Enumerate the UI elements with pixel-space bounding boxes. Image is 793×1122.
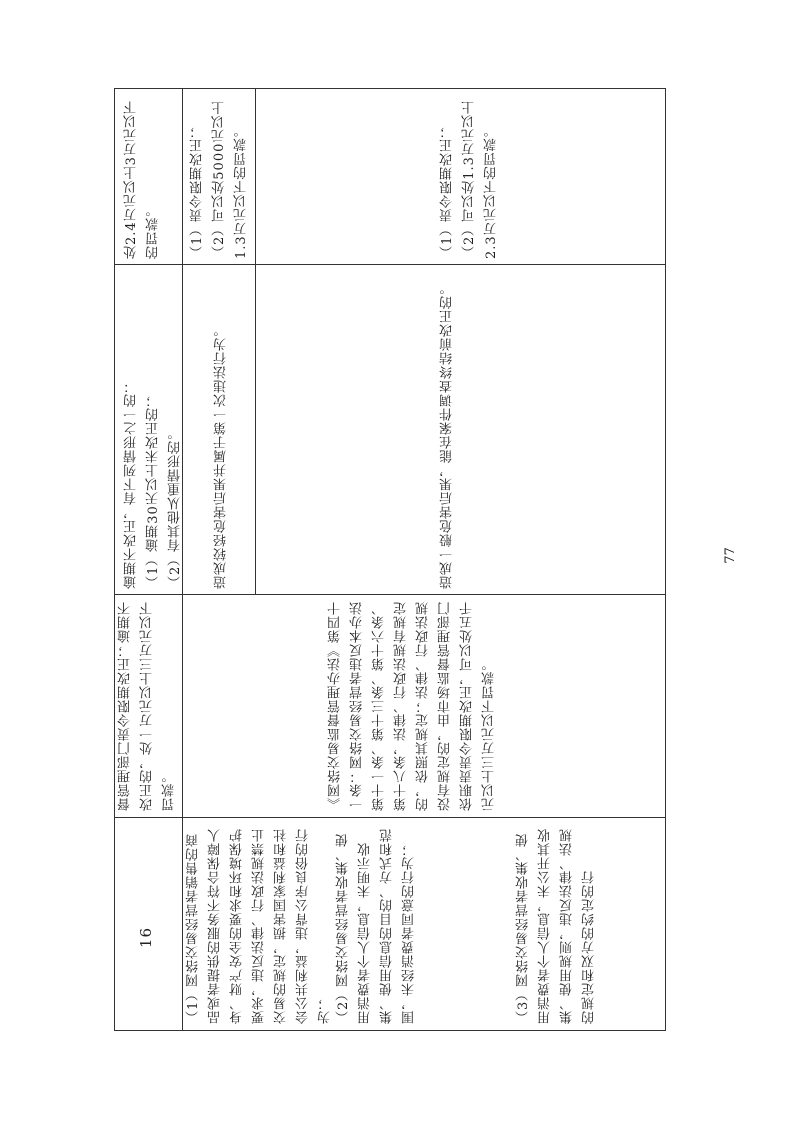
table-border-right [665,88,666,1030]
violation-cell [183,818,665,1030]
legal-basis-cell [115,595,665,817]
violation-item-3: （3）网络交易经营者收集、使用消费者个人信息，未公开其收集、使用规则，违反法律、法规的规定和双方的约定的行 [516,828,597,1024]
table-border-bottom [114,1030,666,1031]
violation-item-2: （2）网络交易经营者收集、使用消费者个人信息，未明示收集、使用信息的目的、方式和范围，未经消费者同意的行为； [336,828,417,1024]
row-number: 16 [137,926,155,948]
penalty-2: （1）责令限期改正； （2）可以处5000元以上1.3万元以下的罚款。 [190,100,249,259]
penalty-3: （1）责令限期改正； （2）可以处1.3万元以上2.3万元以下的罚款。 [440,100,499,259]
penalties-cell [115,89,665,264]
page-number: 77 [722,547,738,564]
row-number-cell [115,818,182,1030]
violation-item-1: （1）网络交易经营者销售的商品或者提供的服务不符合保障人身、财产安全的要求和环境保护要求，违反法律、行政法规禁止交易的规定，损害国家利益和社会公共利益，违背公序良俗的行为； [186,828,333,1024]
legal-basis-text: 《网络交易监督管理办法》第四十一条：网络交易经营者违反本办法第十一条、第十三条、第十六条、第十八条，法律、行政法规有规定的，依照其规定；法律、行政法规没有规定的，由市场监督管理部门依职责责令限期改正，可以处五千元以上三万元以下罚款。 [328,601,497,811]
circumstance-1: 逾期不改正，有下列情形之一的： （1）逾期30天以上未改正的； （2）有其他从重情形的。 [124,379,183,589]
penalty-1: 处2.4万元以上3万元以下的罚款。 [124,100,161,259]
circumstance-2: 造成较轻危害后果并属于第一次违法行为。 [214,323,229,589]
circumstances-cell [115,265,665,594]
legal-basis-top-text: 督管理部门责令限期改正；逾期不改正的，处一万元以上三万元以下罚款。 [118,601,177,811]
circumstance-3: 造成一般危害后果，能在案件调查终结前改正的。 [440,281,455,589]
